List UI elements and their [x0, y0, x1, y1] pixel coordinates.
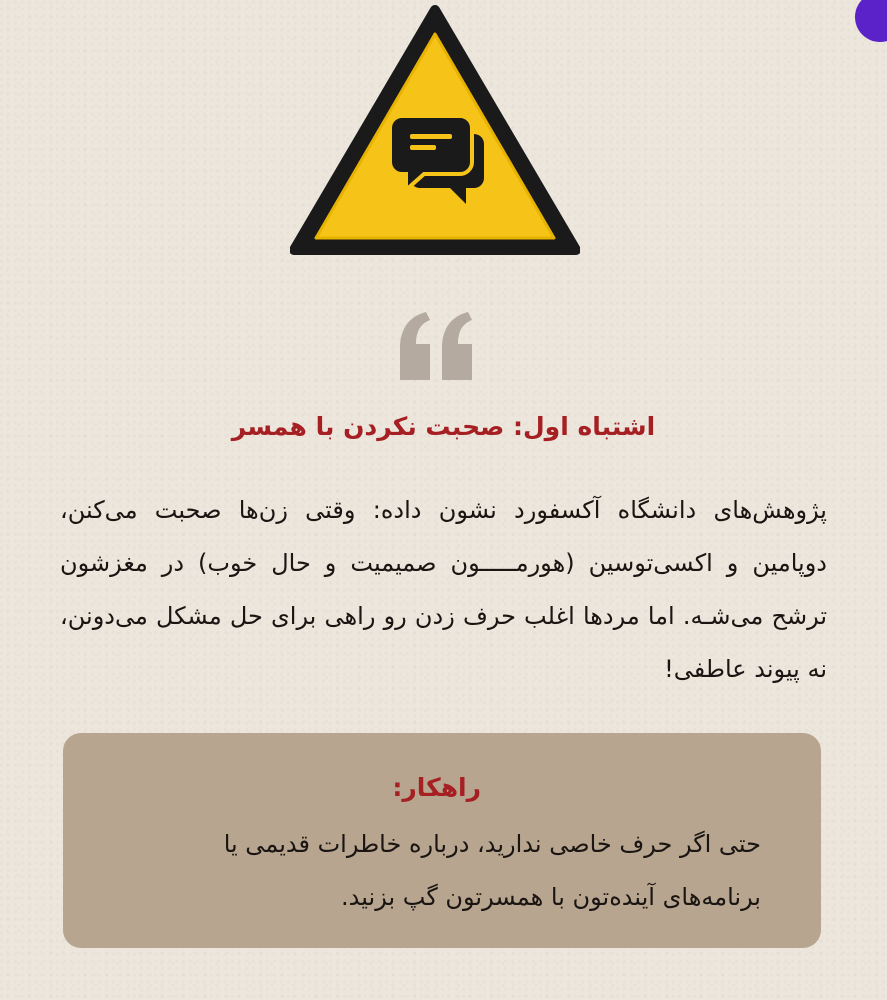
solution-box	[63, 733, 821, 948]
mistake-heading: اشتباه اول: صحبت نکردن با همسر	[231, 412, 656, 441]
mistake-description: پژوهش‌های دانشگاه آکسفورد نشون داده: وقتی زن‌ها صحبت می‌کنن، دوپامین و اکسی‌توسین (هورمـــــون صمیمیت و حال خوب) در مغزشون ترشح می‌شـه. اما مردها اغلب حرف زدن رو راهی برای حل مشکل می‌دونن، نه پیوند عاطفی!	[60, 496, 827, 683]
solution-text: حتی اگر حرف خاصی ندارید، درباره خاطرات قدیمی یا برنامه‌های آینده‌تون با همسرتون گپ بزنید.	[223, 830, 761, 911]
solution-title: راهکار:	[392, 773, 481, 802]
quote-mark-icon	[396, 308, 478, 384]
corner-badge	[855, 0, 887, 42]
warning-triangle-icon	[290, 4, 580, 256]
